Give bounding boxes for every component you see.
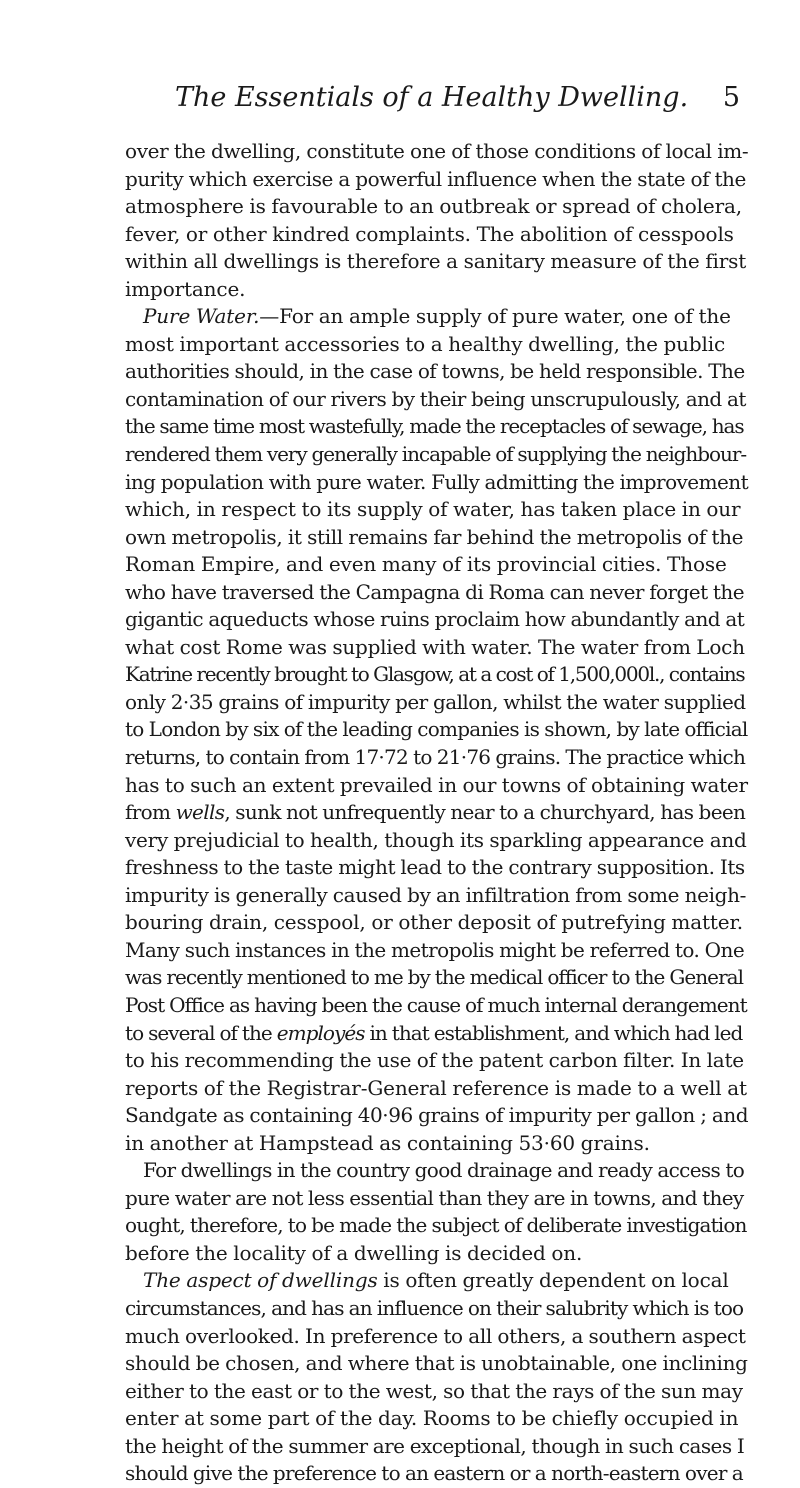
text-line [125, 303, 748, 331]
line-text: —For an ample supply of pure water, one of the [259, 304, 731, 329]
text-line [125, 221, 748, 249]
italic-run: employés [276, 1020, 365, 1045]
text-line [125, 358, 748, 386]
text-line [125, 1212, 748, 1240]
running-title: The Essentials of a Healthy Dwelling. [175, 82, 689, 113]
line-text: in that establishment, and which had led [364, 1020, 743, 1045]
text-line [125, 909, 748, 937]
line-text: was recently mentioned to me by the medical officer to the General [125, 965, 744, 990]
line-text: has to such an extent prevailed in our towns of obtaining water [125, 772, 748, 797]
text-line [125, 1130, 748, 1158]
text-line [125, 1102, 748, 1130]
line-text: purity which exercise a powerful influence when the state of the [125, 166, 746, 191]
line-text: which, in respect to its supply of water, has taken place in our [125, 497, 741, 522]
text-line [125, 1020, 748, 1048]
italic-run: The aspect of dwellings [143, 1268, 378, 1293]
line-text: only 2·35 grains of impurity per gallon, whilst the water supplied [125, 689, 746, 714]
text-line [125, 1047, 748, 1075]
text-line [125, 661, 748, 689]
line-text: , sunk not unfrequently near to a churchyard, has been [224, 800, 746, 825]
line-text: before the locality of a dwelling is decided on. [125, 1240, 583, 1265]
text-line [125, 964, 748, 992]
line-text: own metropolis, it still remains far behind the metropolis of the [125, 524, 744, 549]
text-line [125, 799, 748, 827]
italic-run: Pure Water. [143, 304, 260, 329]
line-text: the same time most wastefully, made the receptacles of sewage, has [125, 414, 744, 439]
line-text: Many such instances in the metropolis might be referred to. One [125, 937, 745, 962]
text-line [125, 1378, 748, 1406]
line-text: Post Office as having been the cause of much internal derangement [125, 992, 747, 1017]
line-text: to London by six of the leading companies is shown, by late official [125, 717, 748, 742]
text-line [125, 1267, 748, 1295]
text-line [125, 716, 748, 744]
line-text: gigantic aqueducts whose ruins proclaim how abundantly and at [125, 607, 745, 632]
line-text: within all dwellings is therefore a sanitary measure of the first [125, 249, 747, 274]
line-text: should give the preference to an eastern or a north-eastern over a [125, 1461, 743, 1486]
line-text: pure water are not less essential than they are in towns, and they [125, 1185, 744, 1210]
text-line [125, 1350, 748, 1378]
text-line [125, 276, 748, 304]
line-text: in another at Hampstead as containing 53·60 grains. [125, 1130, 650, 1155]
text-line [125, 496, 748, 524]
line-text: contamination of our rivers by their being unscrupulously, and at [125, 386, 746, 411]
line-text: circumstances, and has an influence on their salubrity which is too [125, 1295, 744, 1320]
text-line [125, 1405, 748, 1433]
line-text: ing population with pure water. Fully admitting the improvement [125, 469, 749, 494]
line-text: what cost Rome was supplied with water. The water from Loch [125, 634, 745, 659]
line-text: over the dwelling, constitute one of those conditions of local im- [125, 139, 749, 163]
text-line [125, 441, 748, 469]
text-line [125, 469, 748, 497]
text-line [125, 827, 748, 855]
body-text [125, 138, 748, 1488]
text-line [125, 689, 748, 717]
line-text: very prejudicial to health, though its sparkling appearance and [125, 827, 747, 852]
line-text: Roman Empire, and even many of its provincial cities. Those [125, 552, 727, 577]
page-number: 5 [722, 82, 740, 113]
text-line [125, 386, 748, 414]
text-line [125, 524, 748, 552]
line-text: freshness to the taste might lead to the contrary supposition. Its [125, 855, 745, 880]
text-line [125, 854, 748, 882]
line-text: should be chosen, and where that is unobtainable, one inclining [125, 1351, 748, 1376]
line-text: most important accessories to a healthy dwelling, the public [125, 331, 726, 356]
text-line [125, 551, 748, 579]
text-line [125, 138, 748, 166]
line-text: bouring drain, cesspool, or other deposit of putrefying matter. [125, 910, 743, 935]
line-text: either to the east or to the west, so that the rays of the sun may [125, 1378, 743, 1403]
line-text: to his recommending the use of the patent carbon filter. In late [125, 1048, 744, 1073]
line-text: is often greatly dependent on local [377, 1268, 729, 1293]
text-line [125, 166, 748, 194]
text-line [125, 1240, 748, 1268]
text-line [125, 1075, 748, 1103]
line-text: Katrine recently brought to Glasgow, at a cost of 1,500,000l., contains [125, 662, 745, 687]
text-line [125, 937, 748, 965]
text-line [125, 744, 748, 772]
text-line [125, 248, 748, 276]
text-line [125, 1433, 748, 1461]
italic-run: wells [175, 800, 225, 825]
line-text: For dwellings in the country good drainage and ready access to [143, 1158, 745, 1183]
text-line [125, 606, 748, 634]
text-line [125, 193, 748, 221]
text-line [125, 992, 748, 1020]
text-line [125, 882, 748, 910]
text-line [125, 579, 748, 607]
line-text: who have traversed the Campagna di Roma can never forget the [125, 579, 744, 604]
line-prefix: from [125, 800, 176, 825]
text-line [125, 634, 748, 662]
line-text: returns, to contain from 17·72 to 21·76 grains. The practice which [125, 745, 746, 770]
line-text: authorities should, in the case of towns, be held responsible. The [125, 359, 745, 384]
text-line [125, 1157, 748, 1185]
text-line [125, 1460, 748, 1488]
line-text: much overlooked. In preference to all others, a southern aspect [125, 1323, 746, 1348]
text-line [125, 413, 748, 441]
line-prefix: to several of the [125, 1020, 277, 1045]
line-text: enter at some part of the day. Rooms to be chiefly occupied in [125, 1406, 739, 1431]
text-line [125, 1323, 748, 1351]
line-text: fever, or other kindred complaints. The abolition of cesspools [125, 221, 734, 246]
line-text: impurity is generally caused by an infiltration from some neigh- [125, 882, 747, 907]
line-text: rendered them very generally incapable of supplying the neighbour- [125, 442, 747, 467]
line-text: the height of the summer are exceptional, though in such cases I [125, 1433, 745, 1458]
text-line [125, 1295, 748, 1323]
line-text: reports of the Registrar-General reference is made to a well at [125, 1075, 747, 1100]
line-text: Sandgate as containing 40·96 grains of impurity per gallon ; and [125, 1103, 749, 1128]
text-line [125, 331, 748, 359]
text-line [125, 772, 748, 800]
text-line [125, 1185, 748, 1213]
line-text: importance. [125, 276, 246, 301]
line-text: atmosphere is favourable to an outbreak or spread of cholera, [125, 194, 742, 219]
line-text: ought, therefore, to be made the subject of deliberate investigation [125, 1213, 747, 1238]
running-header [125, 78, 740, 118]
